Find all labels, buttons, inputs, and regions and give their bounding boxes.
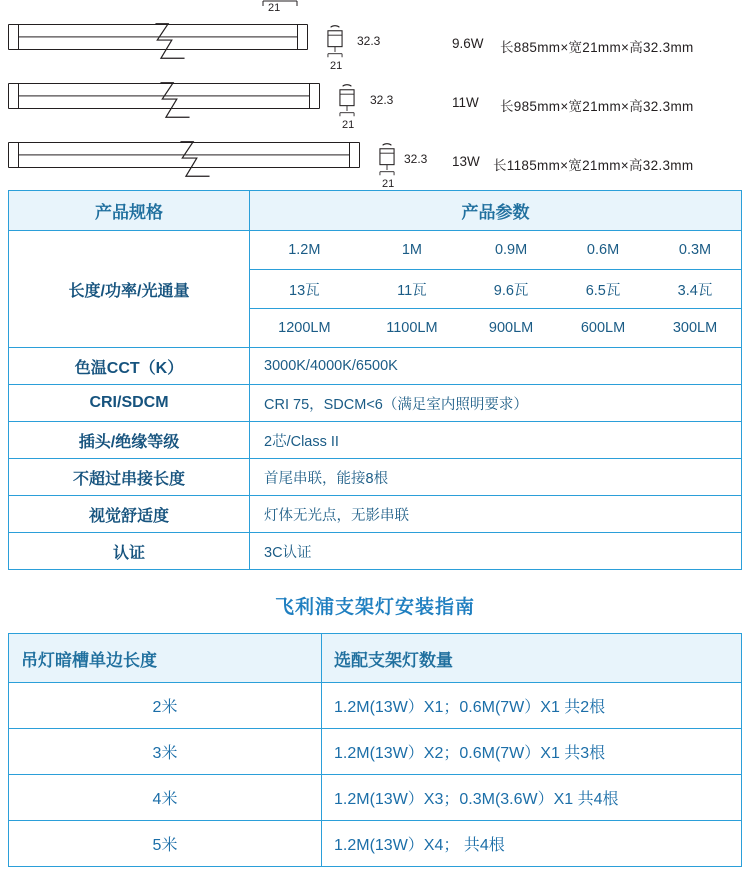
guide-header-col2: 选配支架灯数量: [322, 634, 742, 683]
spec-value-grid: [250, 231, 741, 347]
spec-label-visual-comfort: 视觉舒适度: [9, 496, 250, 533]
guide-length-4m: 4米: [9, 775, 322, 821]
spec-value-grid-cell: [250, 231, 742, 348]
plug-icon-3: [372, 142, 402, 182]
top-width-label: 21: [268, 2, 281, 14]
spec-value-link-length: 首尾串联，能接8根: [250, 459, 742, 496]
height-label-3: 32.3: [404, 152, 428, 166]
spec-row-plug: [9, 422, 742, 459]
dimension-text-3: 长1185mm×宽21mm×高32.3mm: [493, 158, 694, 173]
power-label-1: 9.6W: [452, 36, 484, 51]
plug-icon-1: [320, 24, 350, 64]
spec-lumen-5: 300LM: [672, 320, 718, 336]
installation-guide-table: [8, 633, 742, 867]
spec-row-link-length: [9, 459, 742, 496]
spec-row-certification: [9, 533, 742, 570]
spec-label-link-length: 不超过串接长度: [9, 459, 250, 496]
spec-power-1: 13瓦: [250, 270, 359, 309]
power-label-2: 11W: [452, 95, 479, 110]
width-label-2: 21: [342, 119, 355, 131]
guide-length-2m: 2米: [9, 683, 322, 729]
diagram-row-2: [0, 71, 750, 131]
spec-length-3: 0.9M: [465, 231, 557, 270]
spec-row-cct: [9, 348, 742, 385]
width-label-3: 21: [382, 178, 395, 190]
spec-header-col1: 产品规格: [9, 191, 250, 231]
height-label-1: 32.3: [357, 34, 381, 48]
spec-row-cri: [9, 385, 742, 422]
guide-header-col1: 吊灯暗槽单边长度: [9, 634, 322, 683]
spec-lumen-4: 600LM: [580, 320, 626, 336]
guide-length-3m: 3米: [9, 729, 322, 775]
power-cord-zigzag-1: [150, 20, 190, 62]
spec-value-certification: 3C认证: [250, 533, 742, 570]
guide-header-row: [9, 634, 742, 683]
spec-value-plug: 2芯/Class II: [250, 422, 742, 459]
tube-end-cap-right-1: [297, 25, 307, 49]
spec-length-5: 0.3M: [649, 231, 741, 270]
spec-value-cri: CRI 75，SDCM<6（满足室内照明要求）: [250, 385, 742, 422]
guide-row-5m: [9, 821, 742, 867]
power-label-3: 13W: [452, 154, 480, 169]
tube-end-cap-left-1: [9, 25, 19, 49]
plug-icon-2: [332, 83, 362, 123]
spec-power-3: 9.6瓦: [465, 270, 557, 309]
diagram-row-3: [0, 128, 750, 190]
power-cord-zigzag-3: [175, 138, 215, 180]
spec-row-length-power-lumen: [9, 231, 742, 348]
tube-end-cap-left-3: [9, 143, 19, 167]
guide-row-3m: [9, 729, 742, 775]
power-cord-zigzag-2: [155, 79, 195, 121]
spec-lumen-3: 900LM: [488, 320, 534, 336]
dimension-text-2: 长985mm×宽21mm×高32.3mm: [500, 99, 694, 114]
spec-power-5: 3.4瓦: [649, 270, 741, 309]
spec-grid-row-power: [250, 270, 741, 309]
guide-row-2m: [9, 683, 742, 729]
guide-row-4m: [9, 775, 742, 821]
guide-length-5m: 5米: [9, 821, 322, 867]
product-dimension-diagram: [0, 0, 750, 190]
spec-label-certification: 认证: [9, 533, 250, 570]
spec-lumen-2: 1100LM: [386, 320, 438, 336]
diagram-row-1: [0, 14, 750, 71]
spec-table-header-row: [9, 191, 742, 231]
spec-label-cct: 色温CCT（K）: [9, 348, 250, 385]
tube-end-cap-right-3: [349, 143, 359, 167]
dimension-text-1: 长885mm×宽21mm×高32.3mm: [500, 40, 694, 55]
spec-value-cct: 3000K/4000K/6500K: [250, 348, 742, 385]
spec-power-2: 11瓦: [359, 270, 465, 309]
tube-end-cap-left-2: [9, 84, 19, 108]
tube-end-cap-right-2: [309, 84, 319, 108]
guide-detail-2m: 1.2M(13W）X1；0.6M(7W）X1 共2根: [322, 683, 742, 729]
spec-row-visual-comfort: [9, 496, 742, 533]
width-label-1: 21: [330, 60, 343, 72]
spec-label-plug: 插头/绝缘等级: [9, 422, 250, 459]
installation-guide-title: 飞利浦支架灯安装指南: [274, 597, 475, 618]
spec-length-4: 0.6M: [557, 231, 649, 270]
spec-label-cri: CRI/SDCM: [9, 385, 250, 422]
spec-length-1: 1.2M: [250, 231, 359, 270]
spec-header-col2: 产品参数: [250, 191, 742, 231]
guide-detail-3m: 1.2M(13W）X2；0.6M(7W）X1 共3根: [322, 729, 742, 775]
spec-label-length-power-lumen: 长度/功率/光通量: [9, 231, 250, 348]
spec-lumen-1: 1200LM: [278, 320, 331, 336]
guide-detail-5m: 1.2M(13W）X4； 共4根: [322, 821, 742, 867]
spec-value-visual-comfort: 灯体无光点，无影串联: [250, 496, 742, 533]
height-label-2: 32.3: [370, 93, 394, 107]
spec-grid-row-length: [250, 231, 741, 270]
spec-grid-row-lumen: [250, 309, 741, 348]
spec-length-2: 1M: [359, 231, 465, 270]
guide-detail-4m: 1.2M(13W）X3；0.3M(3.6W）X1 共4根: [322, 775, 742, 821]
specification-table: [8, 190, 742, 570]
spec-power-4: 6.5瓦: [557, 270, 649, 309]
